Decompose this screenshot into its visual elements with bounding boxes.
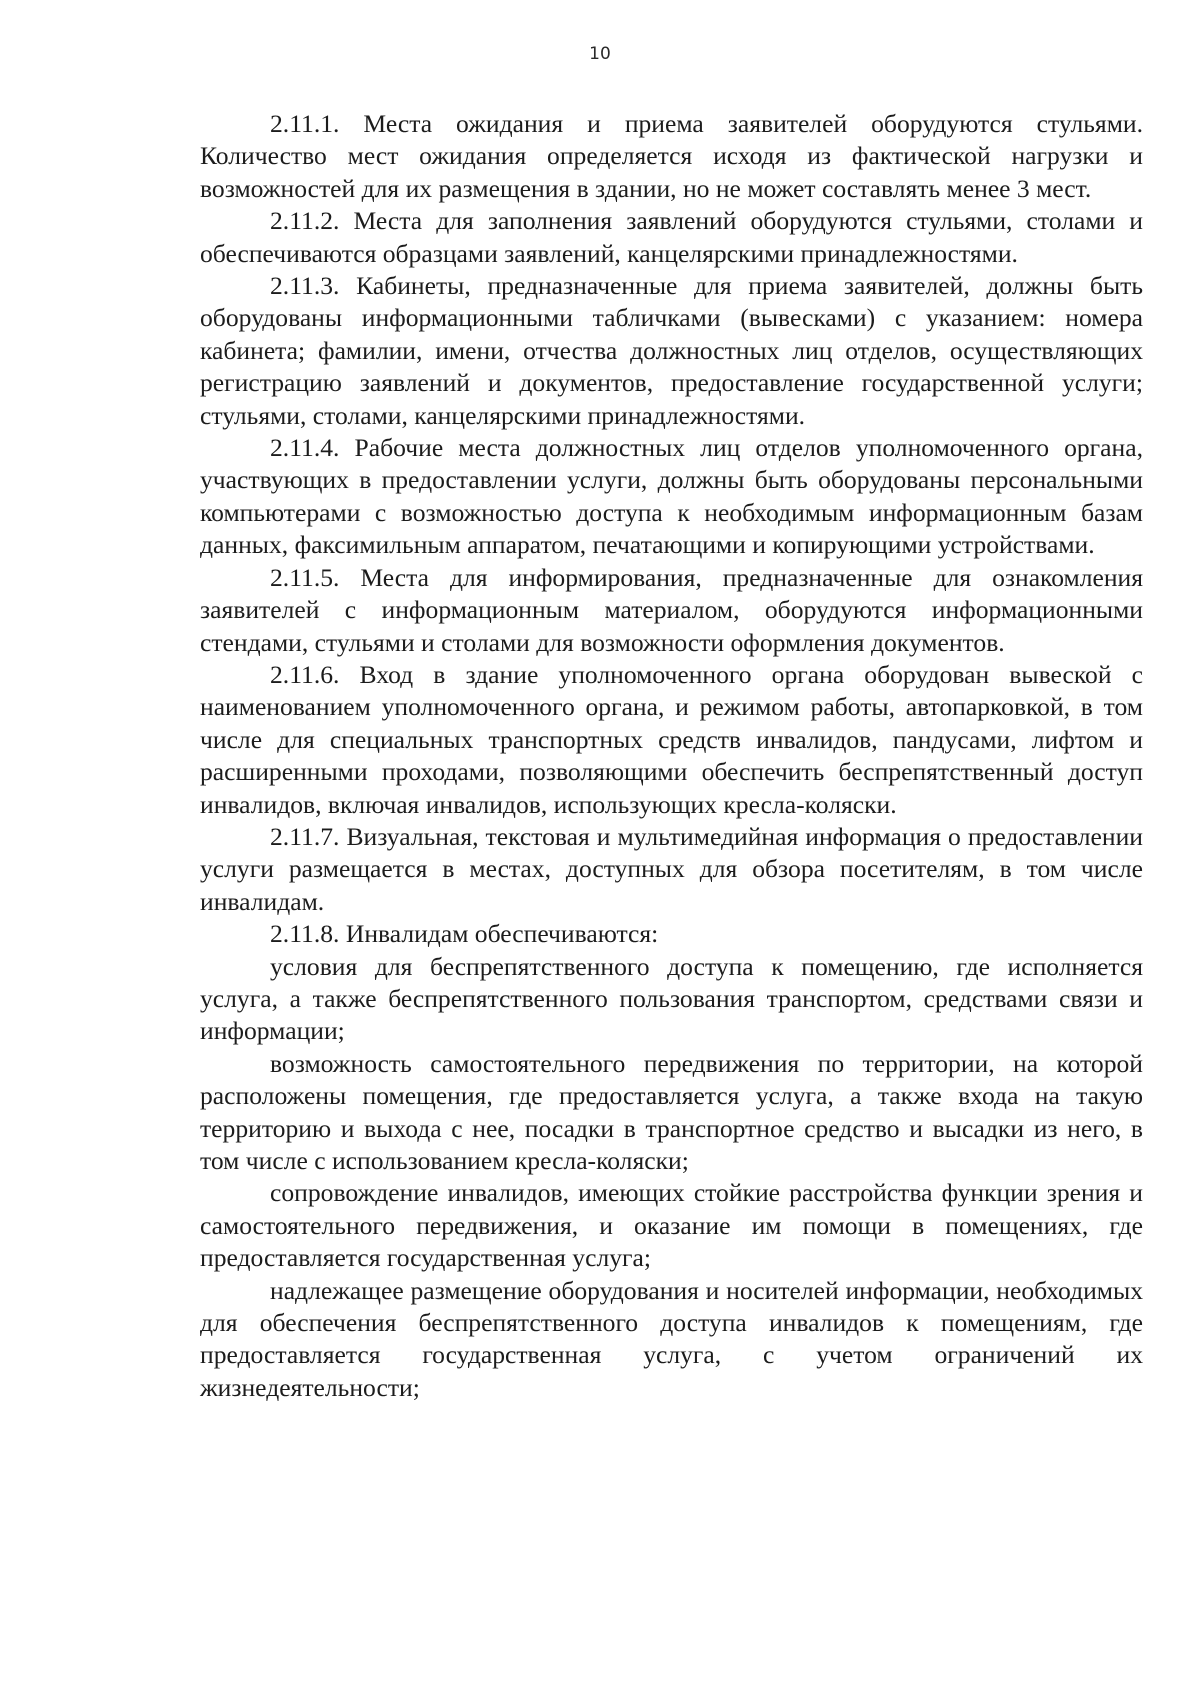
list-item-escort-assistance: сопровождение инвалидов, имеющих стойкие расстройства функции зрения и самостоятельного передвижения, и оказание им помощи в помещениях, где предоставляется государственная услуга; (200, 1178, 1143, 1273)
paragraph-2-11-4: 2.11.4. Рабочие места должностных лиц отделов уполномоченного органа, участвующих в предоставлении услуги, должны быть оборудованы персональными компьютерами с возможностью доступа к необходимым информационным базам данных, факсимильным аппаратом, печатающими и копирующими устройствами. (200, 433, 1143, 560)
paragraph-2-11-8: 2.11.8. Инвалидам обеспечиваются: (270, 919, 659, 949)
list-item-access-conditions: условия для беспрепятственного доступа к помещению, где исполняется услуга, а также беспрепятственного пользования транспортом, средствами связи и информации; (200, 951, 1143, 1046)
paragraph-2-11-3: 2.11.3. Кабинеты, предназначенные для приема заявителей, должны быть оборудованы информационными табличками (вывесками) с указанием: номера кабинета; фамилии, имени, отчества должностных лиц отделов, осуществляющих регистрацию заявлений и документов, предоставление государственной услуги; стульями, столами, канцелярскими принадлежностями. (200, 271, 1143, 430)
paragraph-2-11-6: 2.11.6. Вход в здание уполномоченного органа оборудован вывеской с наименованием уполномоченного органа, и режимом работы, автопарковкой, в том числе для специальных транспортных средств инвалидов, пандусами, лифтом и расширенными проходами, позволяющими обеспечить беспрепятственный доступ инвалидов, включая инвалидов, использующих кресла-коляски. (200, 659, 1143, 819)
paragraph-2-11-2: 2.11.2. Места для заполнения заявлений оборудуются стульями, столами и обеспечиваются образцами заявлений, канцелярскими принадлежностями. (200, 206, 1143, 268)
paragraph-2-11-7: 2.11.7. Визуальная, текстовая и мультимедийная информация о предоставлении услуги размещается в местах, доступных для обзора посетителям, в том числе инвалидам. (200, 821, 1143, 916)
page-number: 10 (589, 44, 611, 64)
paragraph-2-11-5: 2.11.5. Места для информирования, предназначенные для ознакомления заявителей с информационным материалом, оборудуются информационными стендами, стульями и столами для возможности оформления документов. (200, 562, 1143, 657)
paragraph-2-11-1: 2.11.1. Места ожидания и приема заявителей оборудуются стульями. Количество мест ожидания определяется исходя из фактической нагрузки и возможностей для их размещения в здании, но не может составлять менее 3 мест. (200, 109, 1143, 203)
list-item-equipment-placement: надлежащее размещение оборудования и носителей информации, необходимых для обеспечения беспрепятственного доступа инвалидов к помещениям, где предоставляется государственная услуга, с учетом ограничений их жизнедеятельности; (200, 1275, 1143, 1402)
document-body (200, 108, 1143, 1404)
list-item-independent-movement: возможность самостоятельного передвижения по территории, на которой расположены помещения, где предоставляется услуга, а также входа на такую территорию и выхода с нее, посадки в транспортное средство и высадки из него, в том числе с использованием кресла-коляски; (200, 1048, 1143, 1175)
